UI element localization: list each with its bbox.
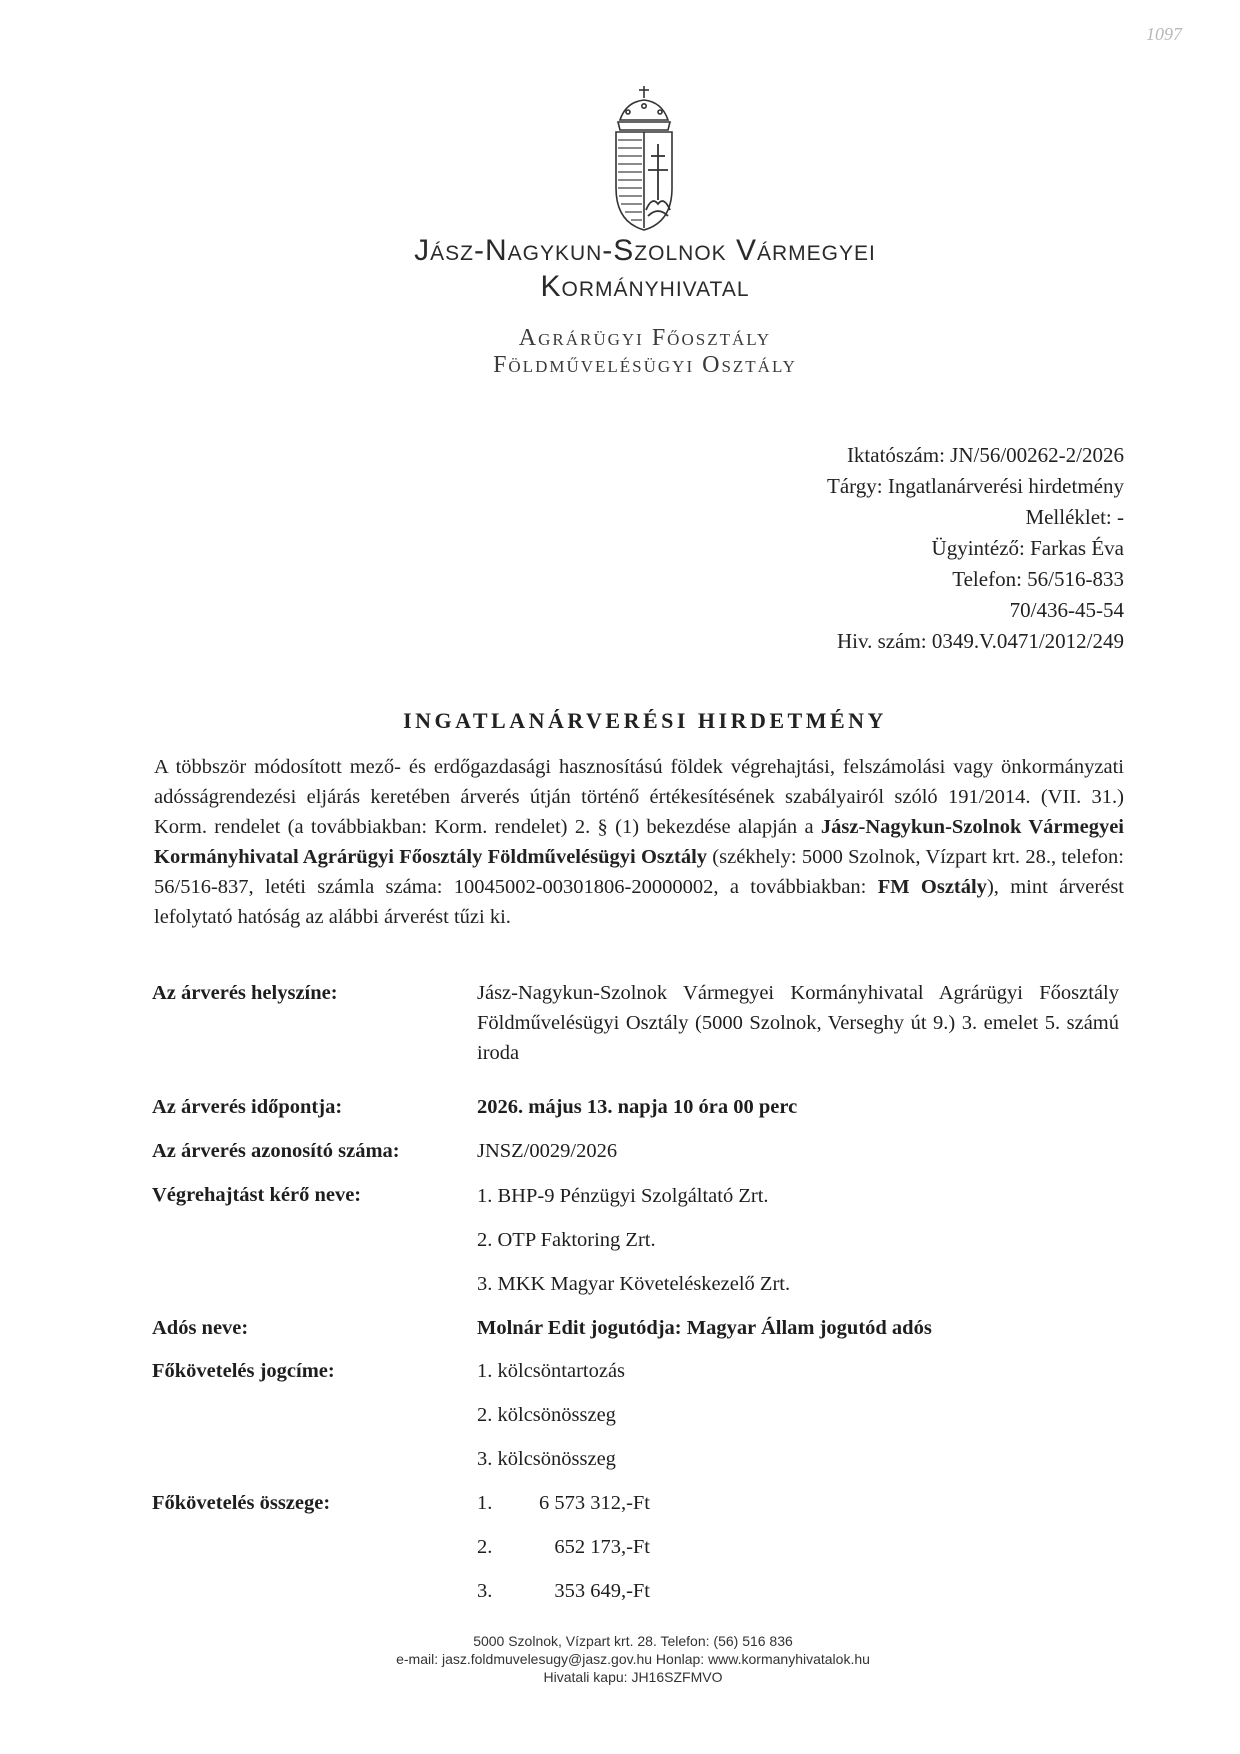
department-line2: Földművelésügyi Osztály <box>493 352 797 378</box>
intro-short-name: FM Osztály <box>877 876 987 898</box>
debtor-label: Adós neve: <box>152 1317 249 1339</box>
debtor-value: Molnár Edit jogutódja: Magyar Állam jogutód adós <box>477 1317 932 1339</box>
claim-amount-number: 2. <box>477 1536 493 1558</box>
claim-amount-value: 652 173,-Ft <box>554 1536 650 1558</box>
claim-title-label: Főkövetelés jogcíme: <box>152 1360 335 1382</box>
intro-text-1: A többször módosított mező- és erdőgazdasági hasznosítású földek végrehajtási, felszámolási vagy önkormányzati adósságrendezési eljárás keretében árverés útján történő értékesítésének szabályairól szóló 191/2014. (VII. 31.) Korm. rendelet (a továbbiakban: Korm. rendelet) 2. § (1) bekezdése alapján a <box>154 756 1124 838</box>
reference-number: Hiv. szám: 0349.V.0471/2012/249 <box>837 629 1124 653</box>
location-value: Jász-Nagykun-Szolnok Vármegyei Kormányhivatal Agrárügyi Főosztály Földművelésügyi Osztály (5000 Szolnok, Verseghy út 9.) 3. emelet 5. számú iroda <box>477 982 1119 1064</box>
intro-paragraph <box>154 752 1124 932</box>
office-name-line2: Kormányhivatal <box>540 270 750 303</box>
claim-amount-value: 6 573 312,-Ft <box>538 1492 650 1514</box>
requester-item: 2. OTP Faktoring Zrt. <box>477 1229 656 1251</box>
mobile-phone: 70/436-45-54 <box>1009 598 1124 622</box>
requester-label: Végrehajtást kérő neve: <box>152 1184 362 1206</box>
document-metadata <box>827 440 1124 657</box>
requester-item: 1. BHP-9 Pénzügyi Szolgáltató Zrt. <box>477 1185 769 1207</box>
footer-gateway: Hivatali kapu: JH16SZFMVO <box>543 1669 723 1685</box>
intro-text-2: (székhely: 5000 Szolnok, Vízpart krt. 28., telefon: 56/516-837, letéti számla száma: 10045002-00301806-20000002, a továbbiakban: <box>154 846 1124 898</box>
auction-id-label: Az árverés azonosító száma: <box>152 1140 400 1162</box>
claim-amount-label: Főkövetelés összege: <box>152 1492 331 1514</box>
department-line1: Agrárügyi Főosztály <box>518 325 772 351</box>
handwritten-page-number: 1097 <box>1146 24 1182 44</box>
attachment: Melléklet: - <box>1025 505 1124 529</box>
time-label: Az árverés időpontja: <box>152 1096 343 1118</box>
intro-authority-name: Jász-Nagykun-Szolnok Vármegyei Kormányhivatal Agrárügyi Főosztály Földművelésügyi Osztály <box>154 816 1124 868</box>
claim-amount-number: 3. <box>477 1580 493 1602</box>
footer-address: 5000 Szolnok, Vízpart krt. 28. Telefon: (56) 516 836 <box>473 1633 793 1649</box>
claim-title-item: 3. kölcsönösszeg <box>477 1448 616 1470</box>
intro-text-3: ), mint árverést lefolytató hatóság az alábbi árverést tűzi ki. <box>154 876 1124 928</box>
office-name-line1: Jász-Nagykun-Szolnok Vármegyei <box>414 234 876 267</box>
auction-id-value: JNSZ/0029/2026 <box>477 1140 618 1162</box>
time-value: 2026. május 13. napja 10 óra 00 perc <box>477 1096 798 1118</box>
registration-number: Iktatószám: JN/56/00262-2/2026 <box>846 443 1124 467</box>
claim-amount-value: 353 649,-Ft <box>554 1580 650 1602</box>
phone: Telefon: 56/516-833 <box>952 567 1124 591</box>
case-officer: Ügyintéző: Farkas Éva <box>931 536 1124 560</box>
footer <box>0 1632 1240 1686</box>
footer-contact: e-mail: jasz.foldmuvelesugy@jasz.gov.hu Honlap: www.kormanyhivatalok.hu <box>396 1651 870 1667</box>
document-title: INGATLANÁRVERÉSI HIRDETMÉNY <box>403 708 887 733</box>
location-label: Az árverés helyszíne: <box>152 982 338 1004</box>
coat-of-arms-icon <box>606 84 682 234</box>
subject: Tárgy: Ingatlanárverési hirdetmény <box>827 474 1124 498</box>
claim-title-item: 2. kölcsönösszeg <box>477 1404 616 1426</box>
claim-title-item: 1. kölcsöntartozás <box>477 1360 626 1382</box>
claim-amount-number: 1. <box>477 1492 493 1514</box>
requester-item: 3. MKK Magyar Követeléskezelő Zrt. <box>477 1273 791 1295</box>
